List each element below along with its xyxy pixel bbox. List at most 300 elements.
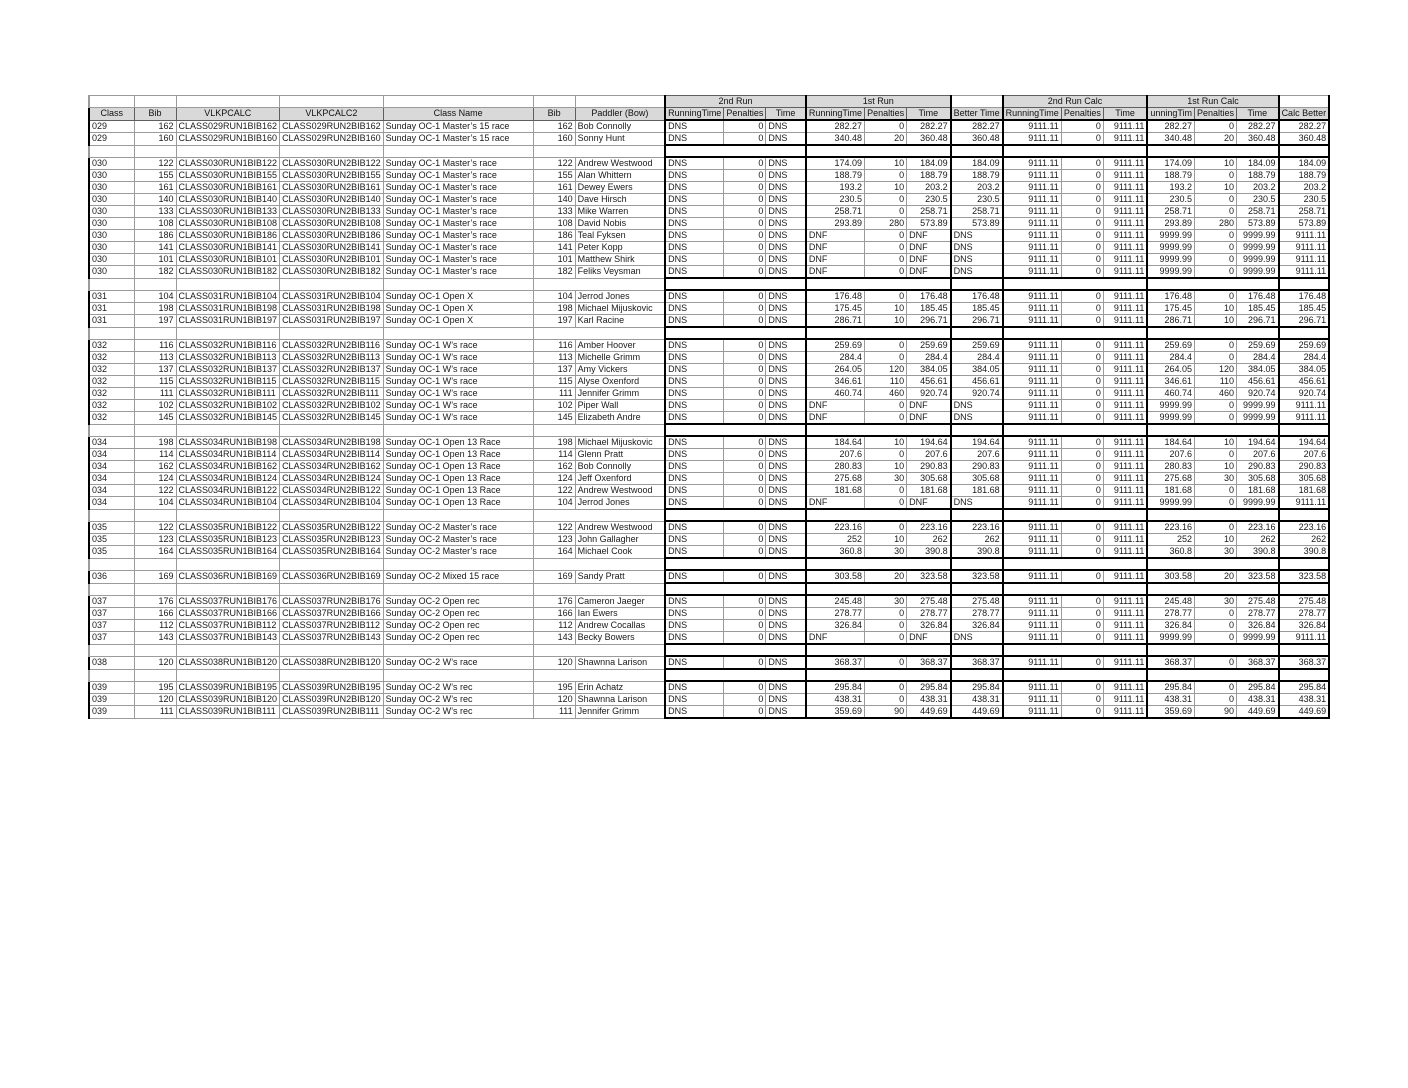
spacer-cell xyxy=(1279,145,1330,157)
cell: 0 xyxy=(1061,656,1103,669)
cell: 140 xyxy=(134,194,176,206)
cell: 185.45 xyxy=(1279,303,1330,315)
cell: Sunday OC-1 W’s race xyxy=(383,339,533,352)
spacer-cell xyxy=(176,278,280,290)
cell: 114 xyxy=(533,449,575,461)
cell: Sunday OC-1 Open 13 Race xyxy=(383,461,533,473)
cell: 0 xyxy=(1195,497,1237,510)
spacer-cell xyxy=(1279,669,1330,681)
cell: 303.58 xyxy=(806,570,865,583)
cell: DNF xyxy=(806,412,865,425)
cell: CLASS030RUN1BIB186 xyxy=(176,230,280,242)
spacer-cell xyxy=(134,145,176,157)
spacer-cell xyxy=(1003,558,1062,570)
group-header-blank xyxy=(951,96,1003,108)
spacer-cell xyxy=(951,327,1003,339)
cell: 123 xyxy=(533,534,575,546)
cell: 9111.11 xyxy=(1003,595,1062,608)
cell: CLASS030RUN1BIB101 xyxy=(176,254,280,266)
spacer-cell xyxy=(1147,669,1194,681)
cell: 282.27 xyxy=(1147,120,1194,133)
spacer-cell xyxy=(533,583,575,595)
spacer-cell xyxy=(1195,145,1237,157)
cell: DNS xyxy=(665,290,724,303)
cell: 0 xyxy=(1061,436,1103,449)
spacer-cell xyxy=(176,558,280,570)
spacer-cell xyxy=(724,669,766,681)
cell: 181.68 xyxy=(1147,485,1194,497)
cell: 188.79 xyxy=(951,170,1003,182)
spacer-cell xyxy=(89,644,134,656)
cell: 10 xyxy=(1195,157,1237,170)
spacer-cell xyxy=(1147,644,1194,656)
cell: DNS xyxy=(665,449,724,461)
cell: 122 xyxy=(134,157,176,170)
cell: 030 xyxy=(89,170,134,182)
cell: DNF xyxy=(806,497,865,510)
cell: 278.77 xyxy=(806,608,865,620)
cell: 113 xyxy=(134,352,176,364)
cell: 0 xyxy=(865,497,907,510)
cell: 193.2 xyxy=(806,182,865,194)
cell: 296.71 xyxy=(907,315,951,328)
spacer-cell xyxy=(1061,424,1103,436)
cell: CLASS034RUN1BIB104 xyxy=(176,497,280,510)
cell: 0 xyxy=(724,364,766,376)
cell: 223.16 xyxy=(806,521,865,534)
cell: 259.69 xyxy=(1279,339,1330,352)
cell: 9111.11 xyxy=(1003,521,1062,534)
cell: 0 xyxy=(1061,170,1103,182)
spacer-cell xyxy=(280,424,384,436)
cell: CLASS032RUN1BIB116 xyxy=(176,339,280,352)
cell: 9111.11 xyxy=(1103,681,1147,694)
cell: 0 xyxy=(865,632,907,645)
cell: 184.64 xyxy=(806,436,865,449)
spacer-cell xyxy=(766,644,806,656)
spacer-cell xyxy=(724,327,766,339)
cell: CLASS030RUN1BIB155 xyxy=(176,170,280,182)
cell: 101 xyxy=(134,254,176,266)
cell: 438.31 xyxy=(1147,694,1194,706)
cell: 030 xyxy=(89,254,134,266)
spacer-cell xyxy=(1195,669,1237,681)
cell: 9111.11 xyxy=(1103,290,1147,303)
cell: 0 xyxy=(1061,266,1103,279)
cell: DNS xyxy=(665,157,724,170)
cell: Sunday OC-1 W’s race xyxy=(383,376,533,388)
cell: 323.58 xyxy=(951,570,1003,583)
cell: 30 xyxy=(865,595,907,608)
cell: 120 xyxy=(1195,364,1237,376)
cell: CLASS034RUN2BIB122 xyxy=(280,485,384,497)
cell: 0 xyxy=(865,694,907,706)
cell: 360.48 xyxy=(907,133,951,146)
group-header: 1st Run xyxy=(806,96,951,108)
cell: CLASS037RUN2BIB112 xyxy=(280,620,384,632)
cell: 9111.11 xyxy=(1279,632,1330,645)
cell: 0 xyxy=(1195,656,1237,669)
column-header: RunningTime xyxy=(665,108,724,121)
cell: 143 xyxy=(134,632,176,645)
cell: 9111.11 xyxy=(1003,364,1062,376)
cell: 0 xyxy=(1061,608,1103,620)
cell: 368.37 xyxy=(1147,656,1194,669)
spacer-cell xyxy=(865,145,907,157)
spacer-cell xyxy=(907,558,951,570)
spacer-cell xyxy=(1237,424,1279,436)
spacer-cell xyxy=(1237,145,1279,157)
spacer-cell xyxy=(176,327,280,339)
spacer-cell xyxy=(1003,424,1062,436)
cell: 155 xyxy=(533,170,575,182)
cell: 111 xyxy=(134,706,176,719)
spacer-cell xyxy=(865,278,907,290)
cell: 0 xyxy=(724,608,766,620)
spacer-cell xyxy=(1061,278,1103,290)
spacer-cell xyxy=(176,424,280,436)
cell: 223.16 xyxy=(907,521,951,534)
cell: 9111.11 xyxy=(1103,206,1147,218)
cell: 176.48 xyxy=(1237,290,1279,303)
spacer-row xyxy=(89,669,1329,681)
cell: 223.16 xyxy=(1279,521,1330,534)
cell: 031 xyxy=(89,315,134,328)
cell: Sunday OC-1 Master’s 15 race xyxy=(383,120,533,133)
cell: 0 xyxy=(865,620,907,632)
cell: 032 xyxy=(89,339,134,352)
cell: 184.09 xyxy=(1237,157,1279,170)
cell: 245.48 xyxy=(806,595,865,608)
spacer-cell xyxy=(1147,424,1194,436)
cell: 278.77 xyxy=(951,608,1003,620)
cell: 195 xyxy=(134,681,176,694)
cell: 10 xyxy=(1195,436,1237,449)
cell: 104 xyxy=(134,497,176,510)
cell: 275.68 xyxy=(806,473,865,485)
cell: 198 xyxy=(134,303,176,315)
cell: 305.68 xyxy=(1237,473,1279,485)
cell: DNF xyxy=(806,632,865,645)
cell: CLASS032RUN2BIB113 xyxy=(280,352,384,364)
cell: CLASS034RUN2BIB198 xyxy=(280,436,384,449)
cell: 9111.11 xyxy=(1103,400,1147,412)
column-header: Bib xyxy=(533,108,575,121)
cell: DNS xyxy=(951,497,1003,510)
cell: DNS xyxy=(766,620,806,632)
spacer-cell xyxy=(533,509,575,521)
cell: 0 xyxy=(865,194,907,206)
cell: 9111.11 xyxy=(1103,449,1147,461)
cell: DNS xyxy=(665,461,724,473)
cell: DNS xyxy=(951,254,1003,266)
cell: 282.27 xyxy=(951,120,1003,133)
cell: 0 xyxy=(724,230,766,242)
spacer-cell xyxy=(907,278,951,290)
cell: 9111.11 xyxy=(1103,170,1147,182)
cell: 203.2 xyxy=(907,182,951,194)
cell: DNS xyxy=(766,364,806,376)
cell: 108 xyxy=(134,218,176,230)
cell: 175.45 xyxy=(806,303,865,315)
cell: 0 xyxy=(865,120,907,133)
cell: 9111.11 xyxy=(1103,656,1147,669)
cell: 9999.99 xyxy=(1237,242,1279,254)
cell: 9111.11 xyxy=(1103,218,1147,230)
cell: 284.4 xyxy=(1279,352,1330,364)
cell: 456.61 xyxy=(1279,376,1330,388)
cell: 0 xyxy=(1195,521,1237,534)
cell: DNS xyxy=(766,400,806,412)
cell: 0 xyxy=(865,449,907,461)
cell: CLASS039RUN1BIB111 xyxy=(176,706,280,719)
cell: 9111.11 xyxy=(1103,521,1147,534)
cell: 9111.11 xyxy=(1103,706,1147,719)
cell: CLASS037RUN1BIB176 xyxy=(176,595,280,608)
cell: 145 xyxy=(533,412,575,425)
cell: Ian Ewers xyxy=(575,608,665,620)
cell: DNS xyxy=(766,681,806,694)
cell: 230.5 xyxy=(1237,194,1279,206)
table-row xyxy=(89,656,1329,669)
cell: 0 xyxy=(724,632,766,645)
spacer-cell xyxy=(280,558,384,570)
cell: Erin Achatz xyxy=(575,681,665,694)
spacer-cell xyxy=(1195,644,1237,656)
cell: 326.84 xyxy=(907,620,951,632)
cell: 9111.11 xyxy=(1003,497,1062,510)
cell: DNF xyxy=(806,254,865,266)
cell: 0 xyxy=(865,656,907,669)
cell: 573.89 xyxy=(1237,218,1279,230)
cell: 0 xyxy=(865,400,907,412)
cell: 9111.11 xyxy=(1103,473,1147,485)
spacer-cell xyxy=(533,145,575,157)
cell: 120 xyxy=(533,694,575,706)
cell: DNS xyxy=(766,632,806,645)
spacer-cell xyxy=(806,558,865,570)
cell: 104 xyxy=(533,497,575,510)
cell: DNS xyxy=(766,157,806,170)
spacer-cell xyxy=(176,669,280,681)
cell: 194.64 xyxy=(907,436,951,449)
table-row xyxy=(89,352,1329,364)
spacer-cell xyxy=(575,583,665,595)
spacer-cell xyxy=(134,558,176,570)
cell: 9999.99 xyxy=(1147,254,1194,266)
cell: 0 xyxy=(1061,157,1103,170)
cell: 034 xyxy=(89,436,134,449)
cell: 293.89 xyxy=(806,218,865,230)
cell: 0 xyxy=(724,182,766,194)
cell: DNS xyxy=(766,120,806,133)
cell: DNF xyxy=(907,266,951,279)
spacer-cell xyxy=(1237,669,1279,681)
group-header-blank xyxy=(383,96,533,108)
cell: 230.5 xyxy=(1279,194,1330,206)
spacer-cell xyxy=(665,509,724,521)
cell: 262 xyxy=(1279,534,1330,546)
cell: Michael Mijuskovic xyxy=(575,436,665,449)
cell: DNS xyxy=(665,120,724,133)
spacer-cell xyxy=(951,145,1003,157)
cell: 10 xyxy=(865,534,907,546)
cell: 9111.11 xyxy=(1003,266,1062,279)
cell: 296.71 xyxy=(1237,315,1279,328)
cell: 0 xyxy=(1195,608,1237,620)
cell: 207.6 xyxy=(1237,449,1279,461)
spacer-cell xyxy=(383,669,533,681)
cell: 197 xyxy=(134,315,176,328)
cell: 20 xyxy=(1195,570,1237,583)
spacer-cell xyxy=(176,145,280,157)
cell: 0 xyxy=(724,157,766,170)
cell: 449.69 xyxy=(1279,706,1330,719)
cell: 9111.11 xyxy=(1003,412,1062,425)
cell: Jennifer Grimm xyxy=(575,706,665,719)
cell: Jerrod Jones xyxy=(575,497,665,510)
cell: 9111.11 xyxy=(1003,170,1062,182)
cell: 030 xyxy=(89,242,134,254)
cell: 230.5 xyxy=(907,194,951,206)
cell: 449.69 xyxy=(951,706,1003,719)
cell: 9111.11 xyxy=(1003,133,1062,146)
cell: 9111.11 xyxy=(1103,497,1147,510)
cell: Andrew Cocallas xyxy=(575,620,665,632)
cell: 9111.11 xyxy=(1279,230,1330,242)
cell: 0 xyxy=(865,170,907,182)
spacer-cell xyxy=(1195,327,1237,339)
cell: 282.27 xyxy=(1279,120,1330,133)
cell: CLASS030RUN2BIB161 xyxy=(280,182,384,194)
column-header: Time xyxy=(1237,108,1279,121)
cell: 359.69 xyxy=(806,706,865,719)
cell: 123 xyxy=(134,534,176,546)
spacer-cell xyxy=(907,669,951,681)
cell: 0 xyxy=(1061,120,1103,133)
cell: 181.68 xyxy=(907,485,951,497)
cell: 9111.11 xyxy=(1103,534,1147,546)
cell: 0 xyxy=(724,290,766,303)
cell: 460.74 xyxy=(806,388,865,400)
column-header: Class Name xyxy=(383,108,533,121)
cell: 9111.11 xyxy=(1003,400,1062,412)
cell: 030 xyxy=(89,266,134,279)
spacer-cell xyxy=(533,278,575,290)
cell: 9999.99 xyxy=(1237,266,1279,279)
spacer-cell xyxy=(280,583,384,595)
spacer-cell xyxy=(383,424,533,436)
cell: 30 xyxy=(1195,546,1237,559)
cell: DNS xyxy=(766,218,806,230)
cell: CLASS032RUN1BIB113 xyxy=(176,352,280,364)
cell: CLASS037RUN1BIB112 xyxy=(176,620,280,632)
cell: 9111.11 xyxy=(1003,632,1062,645)
spacer-cell xyxy=(806,669,865,681)
cell: 390.8 xyxy=(907,546,951,559)
cell: 0 xyxy=(1061,534,1103,546)
cell: 9999.99 xyxy=(1147,242,1194,254)
table-row xyxy=(89,254,1329,266)
cell: 176 xyxy=(533,595,575,608)
cell: DNS xyxy=(766,376,806,388)
column-header: Class xyxy=(89,108,134,121)
cell: 259.69 xyxy=(1237,339,1279,352)
table-row xyxy=(89,170,1329,182)
cell: 122 xyxy=(533,521,575,534)
cell: 9999.99 xyxy=(1147,497,1194,510)
cell: 290.83 xyxy=(907,461,951,473)
spacer-cell xyxy=(865,669,907,681)
cell: Bob Connolly xyxy=(575,120,665,133)
cell: 0 xyxy=(724,315,766,328)
spacer-cell xyxy=(724,424,766,436)
cell: 278.77 xyxy=(1147,608,1194,620)
cell: Alyse Oxenford xyxy=(575,376,665,388)
cell: 162 xyxy=(533,120,575,133)
cell: Sunday OC-1 Open X xyxy=(383,303,533,315)
cell: 0 xyxy=(1061,133,1103,146)
group-header: 2nd Run xyxy=(665,96,806,108)
cell: CLASS035RUN2BIB123 xyxy=(280,534,384,546)
spacer-cell xyxy=(280,145,384,157)
spacer-cell xyxy=(1061,558,1103,570)
cell: DNS xyxy=(665,521,724,534)
spacer-cell xyxy=(89,424,134,436)
cell: DNS xyxy=(766,170,806,182)
column-header: Paddler (Bow) xyxy=(575,108,665,121)
cell: 326.84 xyxy=(1237,620,1279,632)
cell: DNS xyxy=(951,230,1003,242)
cell: DNS xyxy=(665,608,724,620)
table-row xyxy=(89,376,1329,388)
cell: 258.71 xyxy=(1237,206,1279,218)
cell: 9111.11 xyxy=(1003,303,1062,315)
cell: 0 xyxy=(724,218,766,230)
cell: 0 xyxy=(724,485,766,497)
cell: 034 xyxy=(89,461,134,473)
cell: 0 xyxy=(865,608,907,620)
spacer-cell xyxy=(1237,583,1279,595)
cell: 122 xyxy=(533,157,575,170)
cell: CLASS036RUN1BIB169 xyxy=(176,570,280,583)
cell: DNS xyxy=(766,206,806,218)
cell: 0 xyxy=(1061,254,1103,266)
cell: 0 xyxy=(724,400,766,412)
table-row xyxy=(89,182,1329,194)
cell: 0 xyxy=(865,681,907,694)
cell: Sunday OC-2 Master’s race xyxy=(383,521,533,534)
spacer-cell xyxy=(1003,278,1062,290)
cell: 10 xyxy=(1195,303,1237,315)
cell: 9111.11 xyxy=(1003,242,1062,254)
cell: 295.84 xyxy=(951,681,1003,694)
spacer-cell xyxy=(134,424,176,436)
results-spreadsheet xyxy=(88,95,1330,719)
cell: 145 xyxy=(134,412,176,425)
cell: 252 xyxy=(1147,534,1194,546)
spacer-cell xyxy=(951,424,1003,436)
cell: DNS xyxy=(665,632,724,645)
cell: Bob Connolly xyxy=(575,461,665,473)
table-row xyxy=(89,608,1329,620)
cell: 9111.11 xyxy=(1103,376,1147,388)
spacer-cell xyxy=(533,424,575,436)
cell: 360.48 xyxy=(1237,133,1279,146)
spacer-cell xyxy=(383,583,533,595)
cell: 9111.11 xyxy=(1103,412,1147,425)
cell: 0 xyxy=(724,436,766,449)
